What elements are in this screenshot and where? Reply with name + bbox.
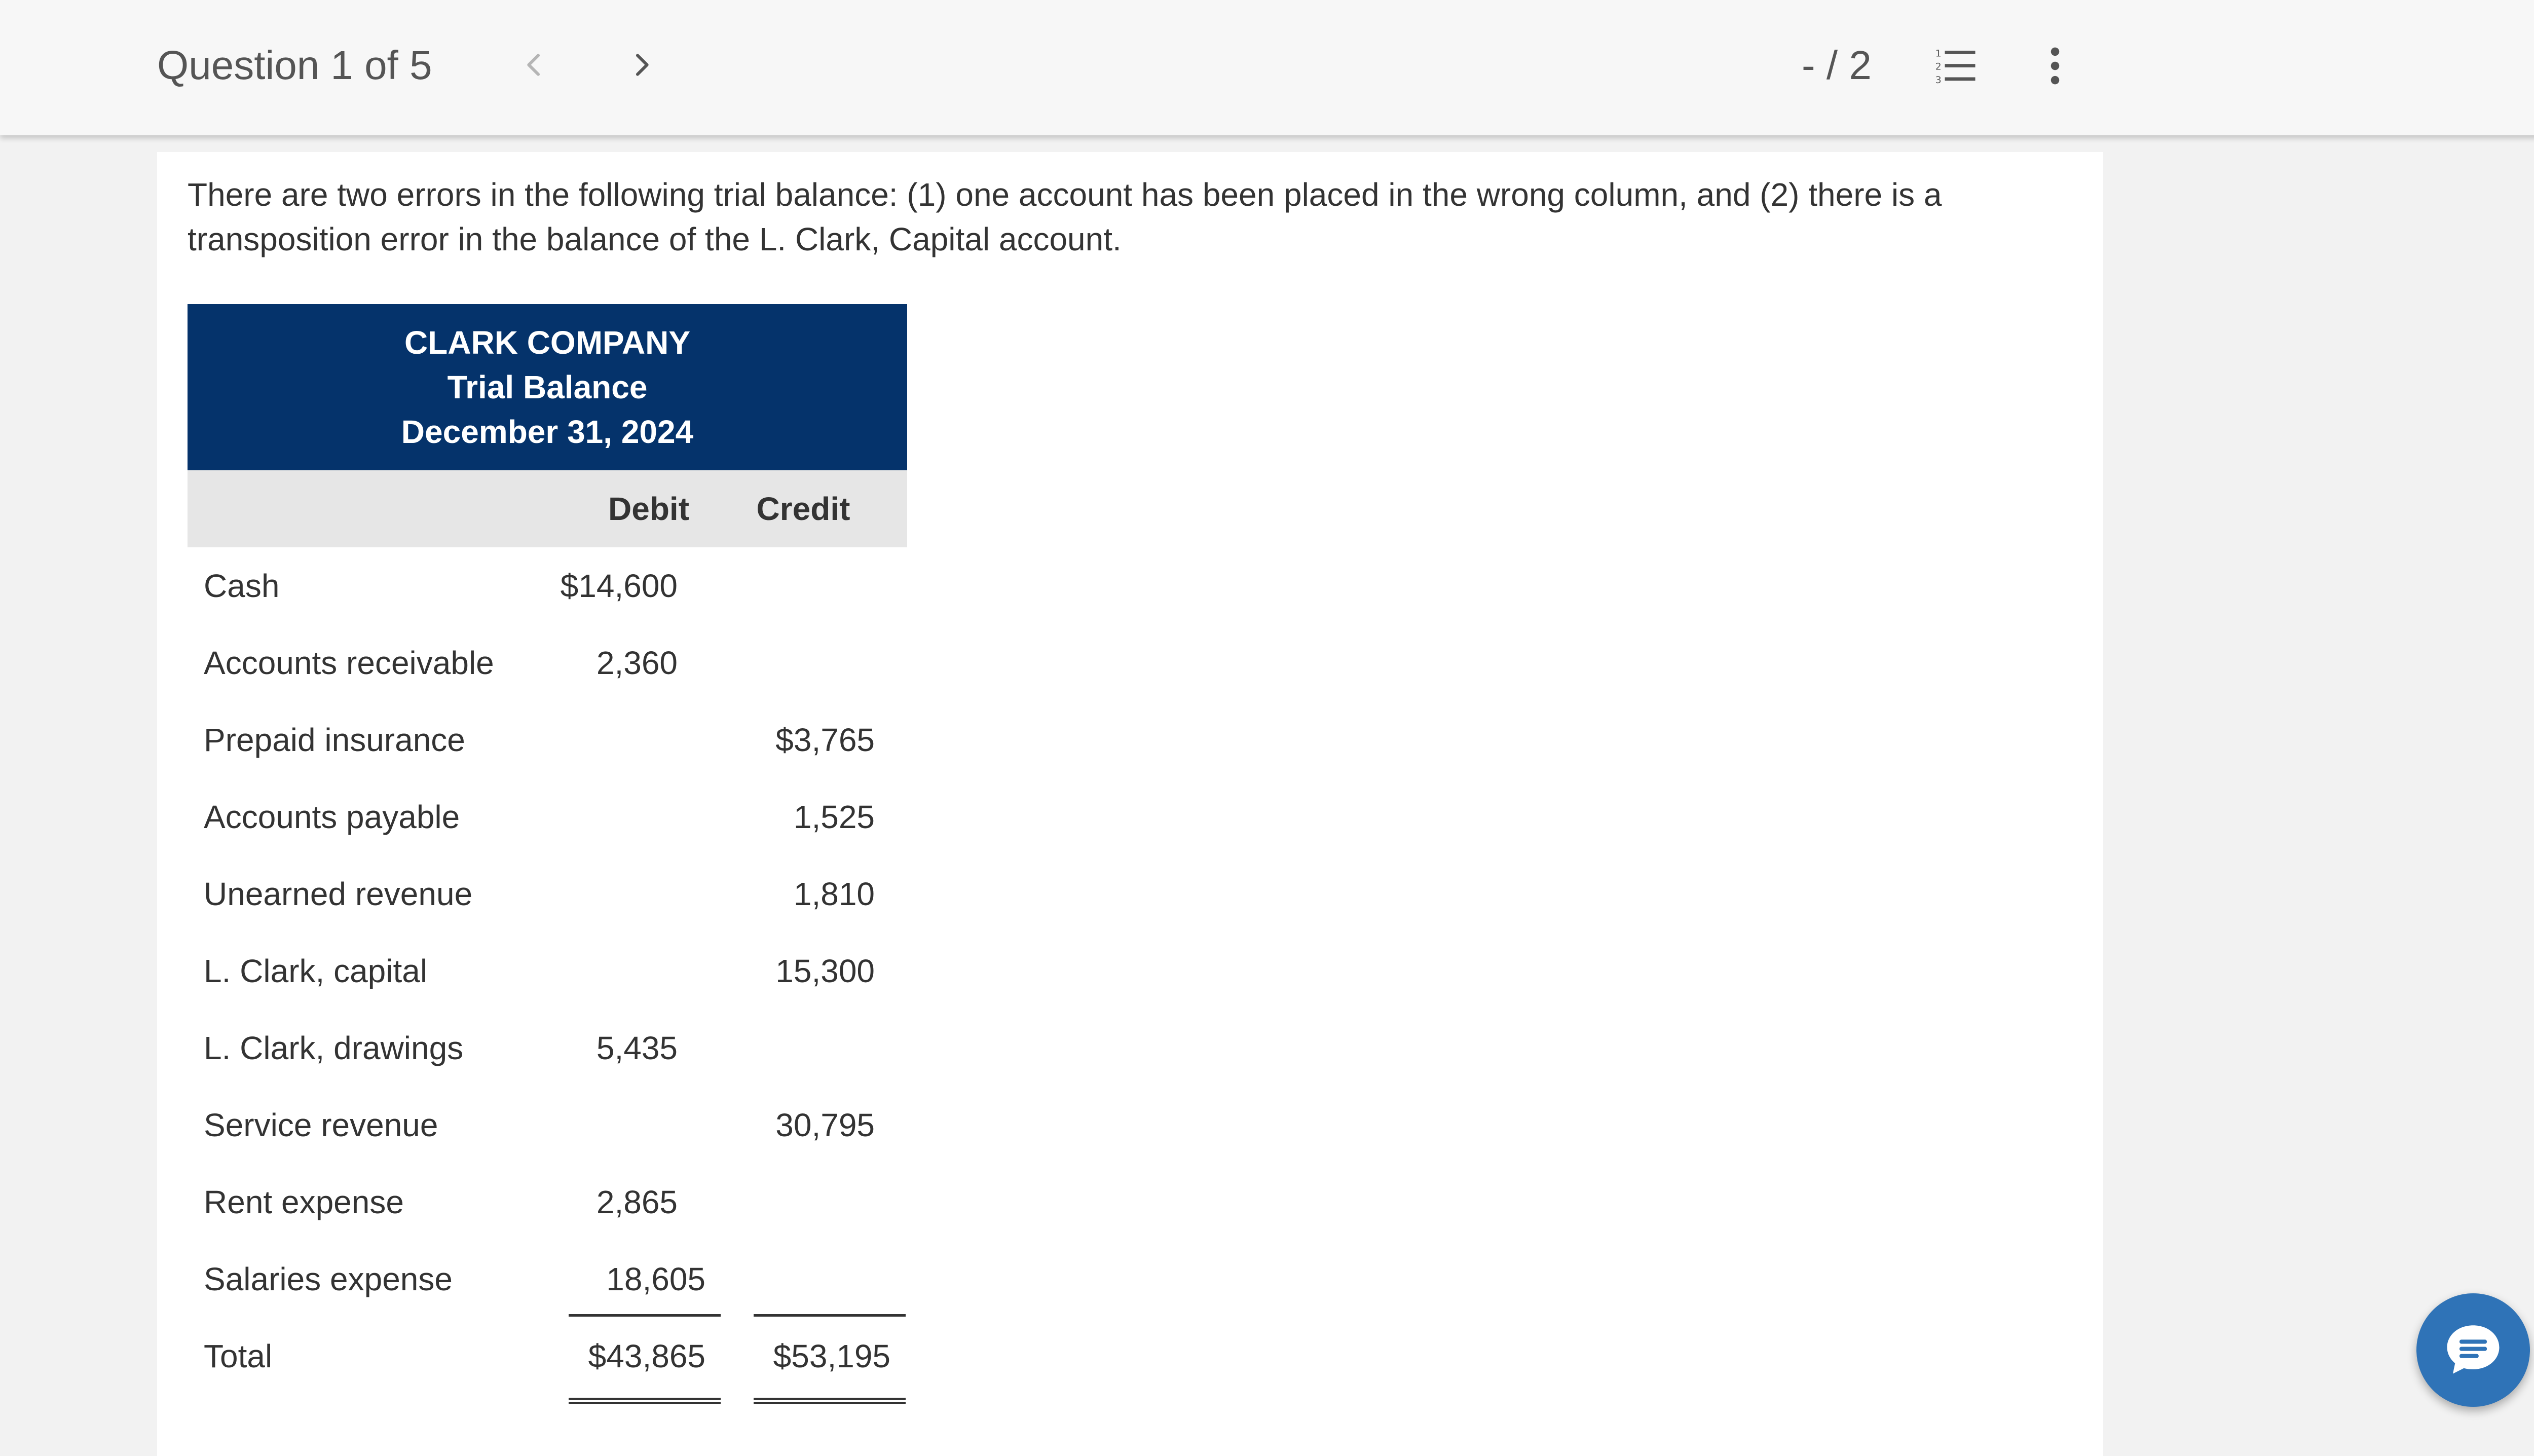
more-vertical-icon [2032, 41, 2078, 91]
more-options-button[interactable] [2032, 41, 2078, 91]
trial-balance-header [188, 304, 907, 470]
total-row [188, 1318, 907, 1395]
debit-amount: 18,605 [569, 1241, 721, 1317]
account-name: Unearned revenue [204, 876, 473, 912]
table-row [188, 1241, 907, 1318]
debit-amount: 5,435 [596, 1030, 678, 1066]
total-label: Total [204, 1338, 273, 1374]
question-counter: Question 1 of 5 [157, 43, 432, 88]
chevron-left-icon [520, 51, 549, 79]
account-name: Rent expense [204, 1184, 404, 1220]
company-name: CLARK COMPANY [404, 324, 691, 361]
account-name: Accounts receivable [204, 645, 494, 681]
statement-date: December 31, 2024 [401, 414, 694, 450]
question-prompt: There are two errors in the following trial balance: (1) one account has been placed in the wrong column, and (2) there is a transposition error in the balance of the L. Clark, Capital account. [188, 176, 1942, 257]
credit-amount: $3,765 [775, 722, 875, 758]
trial-balance-table [188, 304, 907, 1395]
chat-bubble-icon [2440, 1317, 2506, 1383]
account-name: L. Clark, capital [204, 953, 428, 989]
account-name: Cash [204, 568, 280, 604]
column-header-row [188, 470, 907, 547]
credit-amount: 30,795 [775, 1107, 875, 1143]
debit-column-header: Debit [608, 491, 689, 527]
top-bar [0, 0, 2534, 135]
table-row [188, 855, 907, 932]
statement-title: Trial Balance [447, 369, 648, 405]
table-row [188, 778, 907, 855]
next-question-button[interactable] [616, 40, 666, 90]
table-row [188, 701, 907, 778]
debit-amount: $14,600 [560, 568, 678, 604]
table-row [188, 1164, 907, 1241]
svg-text:2: 2 [1935, 61, 1942, 72]
total-credit-amount: $53,195 [754, 1318, 906, 1404]
debit-amount: 2,360 [596, 645, 678, 681]
table-row [188, 624, 907, 701]
credit-amount: 1,525 [793, 799, 875, 835]
credit-amount: 1,810 [793, 876, 875, 912]
score-indicator: - / 2 [1802, 43, 1872, 88]
debit-amount: 2,865 [596, 1184, 678, 1220]
numbered-list-icon [1933, 43, 1979, 89]
table-row [188, 932, 907, 1010]
account-name: Service revenue [204, 1107, 438, 1143]
credit-amount [754, 1241, 906, 1317]
table-row [188, 1087, 907, 1164]
table-row [188, 547, 907, 624]
chevron-right-icon [627, 51, 655, 79]
question-card [157, 152, 2103, 1456]
total-debit-amount: $43,865 [569, 1318, 721, 1404]
chat-button[interactable] [2416, 1293, 2530, 1407]
account-name: Accounts payable [204, 799, 460, 835]
svg-text:1: 1 [1935, 48, 1942, 59]
account-name: Prepaid insurance [204, 722, 465, 758]
svg-text:3: 3 [1935, 74, 1942, 86]
credit-column-header: Credit [756, 491, 850, 527]
account-name: Salaries expense [204, 1261, 453, 1297]
question-list-button[interactable] [1933, 43, 1979, 89]
table-row [188, 1010, 907, 1087]
account-name: L. Clark, drawings [204, 1030, 464, 1066]
credit-amount: 15,300 [775, 953, 875, 989]
previous-question-button[interactable] [509, 40, 560, 90]
